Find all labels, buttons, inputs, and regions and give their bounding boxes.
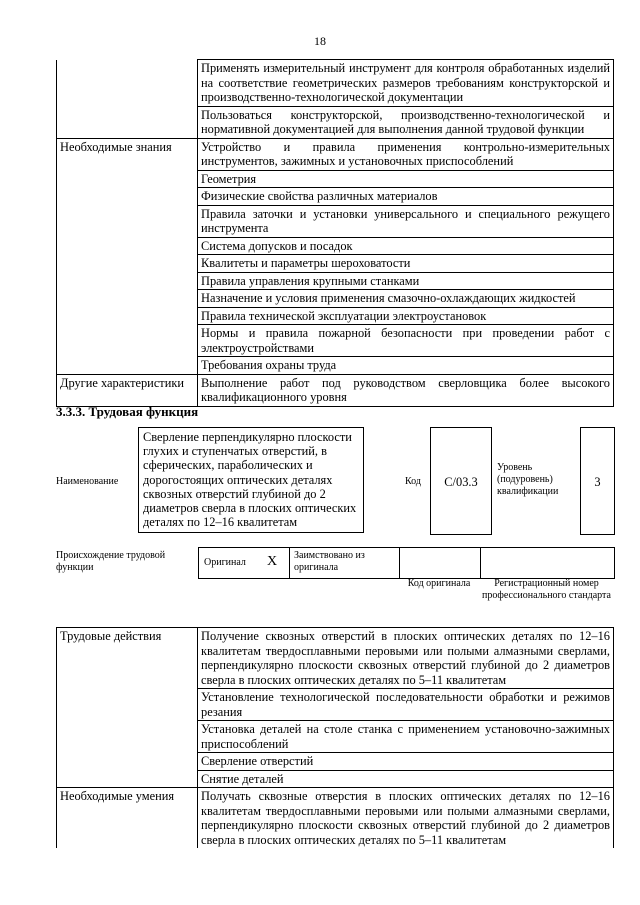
original-mark: X (267, 554, 278, 569)
row-text: Геометрия (198, 170, 614, 188)
original-cell (198, 547, 290, 579)
code-caption: Код оригинала (407, 578, 471, 589)
level-value: 3 (594, 475, 601, 489)
page-number: 18 (314, 34, 326, 48)
row-text: Назначение и условия применения смазочно-охлаждающих жидкостей (198, 290, 614, 308)
code-label: Код (405, 476, 421, 487)
name-label: Наименование (56, 476, 119, 487)
origin-label: Происхождение трудовой функции (56, 550, 166, 573)
row-text: Устройство и правила применения контрольно-измерительных инструментов, зажимных и установочных приспособлений (198, 138, 614, 170)
row-text: Правила управления крупными станками (198, 272, 614, 290)
skills-knowledge-table (56, 59, 614, 407)
row-text: Установление технологической последовательности обработки и режимов резания (198, 689, 614, 721)
level-box (580, 427, 615, 535)
table-row (57, 628, 614, 689)
table-row (57, 374, 614, 406)
original-label: Оригинал (204, 557, 246, 568)
reg-caption: Регистрационный номер профессионального стандарта (482, 578, 611, 601)
level-label: Уровень (подуровень) квалификации (497, 462, 559, 497)
table-row (57, 60, 614, 107)
row-label (57, 60, 198, 107)
row-text: Правила заточки и установки универсального и специального режущего инструмента (198, 205, 614, 237)
code-box (430, 427, 492, 535)
borrowed-label: Заимствовано из оригинала (294, 550, 365, 573)
row-label-other: Другие характеристики (57, 374, 198, 406)
row-text: Снятие деталей (198, 770, 614, 788)
row-text: Выполнение работ под руководством сверловщика более высокого квалификационного уровня (198, 374, 614, 406)
table-row (57, 788, 614, 849)
row-text: Правила технической эксплуатации электроустановок (198, 307, 614, 325)
row-label (57, 106, 198, 138)
table-row (57, 138, 614, 170)
actions-skills-table (56, 627, 614, 848)
row-text: Нормы и правила пожарной безопасности при проведении работ с электроустройствами (198, 325, 614, 357)
row-text: Получать сквозные отверстия в плоских оптических деталях по 12–16 квалитетам твердосплавными перовыми или полыми алмазными сверлами, перпендикулярно плоскости сквозных отверстий глубиной до 2 диаметров сверла в плоских оптических деталях по 5–11 квалитетам (198, 788, 614, 849)
origin-reg-cell (480, 547, 615, 579)
code-value: C/03.3 (444, 475, 478, 489)
function-name-box (138, 427, 364, 533)
function-name: Сверление перпендикулярно плоскости глухих и ступенчатых отверстий, в сферических, параболических и дорогостоящих оптических деталях сквозных отверстий глубиной до 2 диаметров сверла в плоских оптических деталях по 12–16 квалитетам (143, 430, 357, 530)
section-heading: 3.3.3. Трудовая функция (56, 404, 199, 419)
row-text: Система допусков и посадок (198, 237, 614, 255)
row-label-actions: Трудовые действия (57, 628, 198, 788)
borrowed-cell (289, 547, 400, 579)
row-text: Установка деталей на столе станка с применением установочно-зажимных приспособлений (198, 721, 614, 753)
row-text: Физические свойства различных материалов (198, 188, 614, 206)
row-text: Получение сквозных отверстий в плоских оптических деталях по 12–16 квалитетам твердосплавными перовыми или полыми алмазными сверлами, перпендикулярно плоскости сквозных отверстий глубиной до 2 диаметров сверла в плоских оптических деталях по 5–11 квалитетам (198, 628, 614, 689)
row-text: Квалитеты и параметры шероховатости (198, 255, 614, 273)
origin-code-cell (399, 547, 481, 579)
row-label-knowledge: Необходимые знания (57, 138, 198, 374)
row-label-skills: Необходимые умения (57, 788, 198, 849)
row-text: Применять измерительный инструмент для контроля обработанных изделий на соответствие геометрических размеров требованиям конструкторской и производственно-технологической документации (198, 60, 614, 107)
table-row (57, 106, 614, 138)
row-text: Пользоваться конструкторской, производственно-технологической и нормативной документацией для выполнения данной трудовой функции (198, 106, 614, 138)
row-text: Сверление отверстий (198, 753, 614, 771)
row-text: Требования охраны труда (198, 357, 614, 375)
